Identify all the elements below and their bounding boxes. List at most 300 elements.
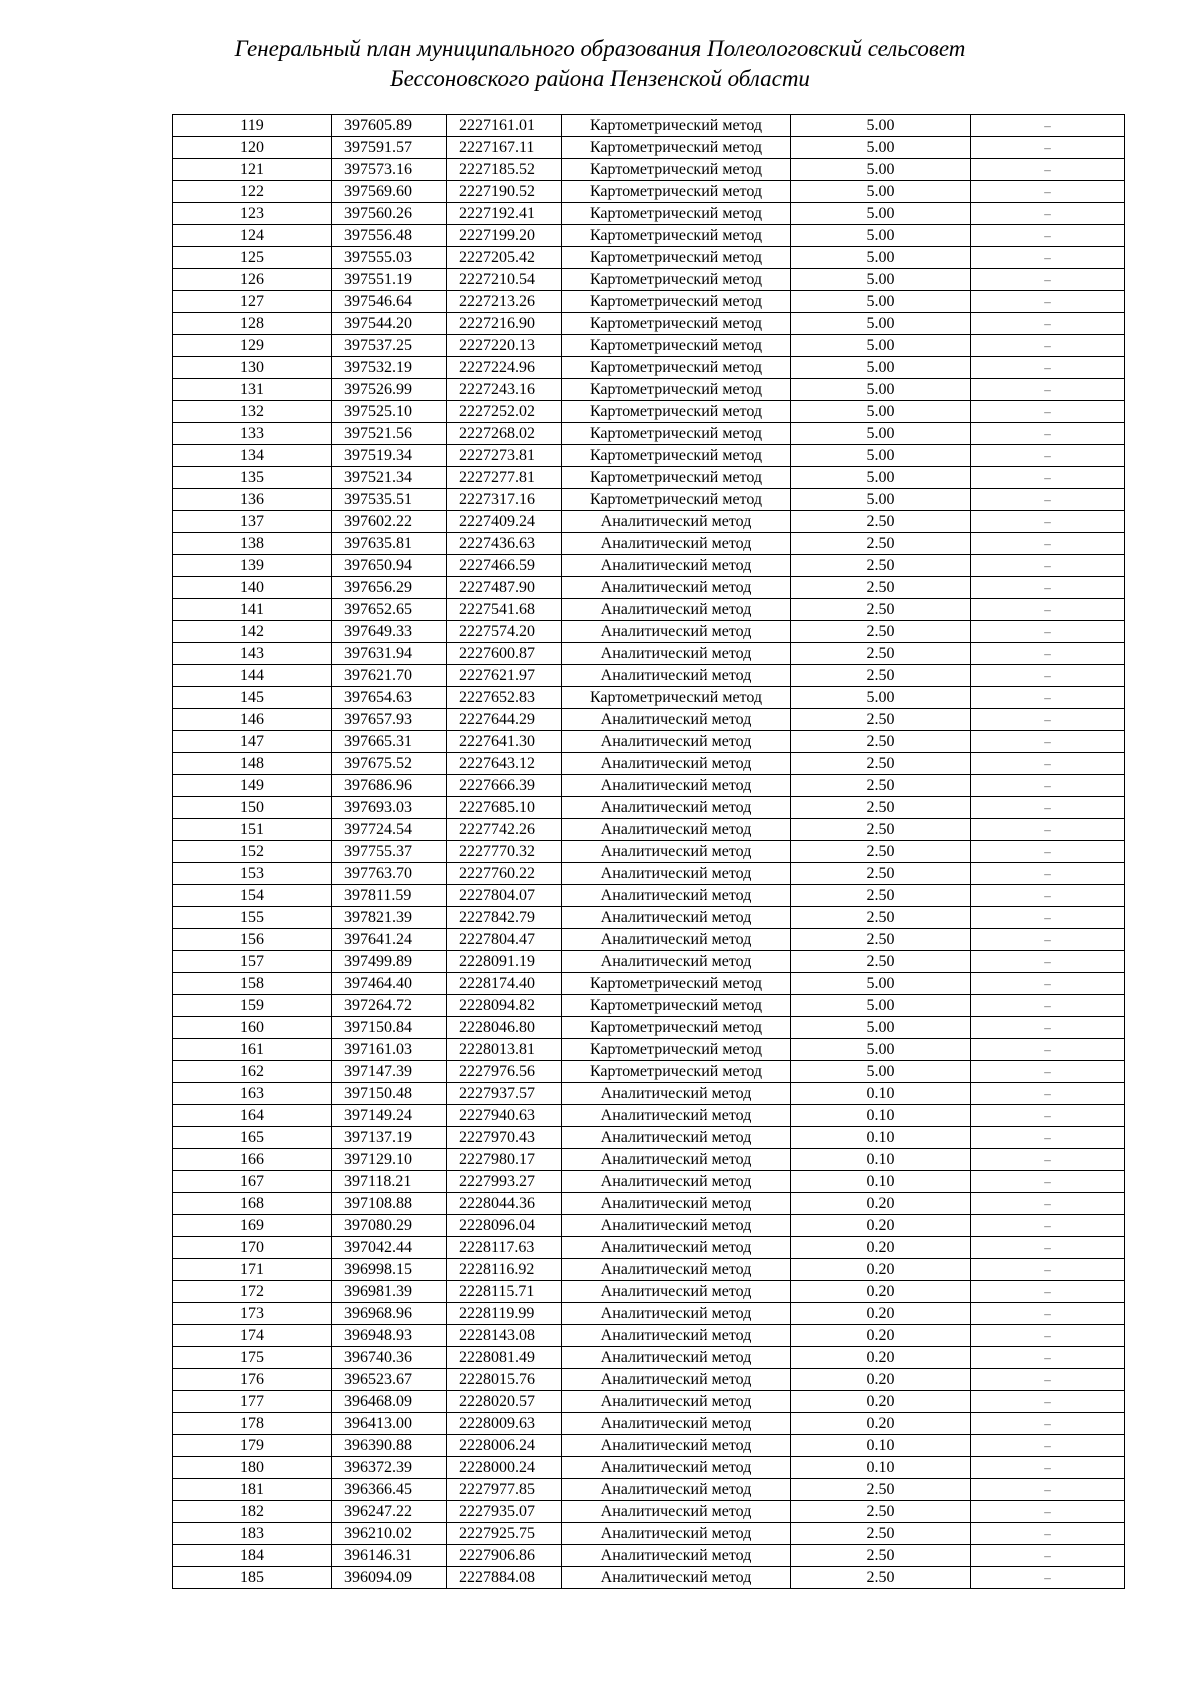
table-row (173, 291, 1125, 313)
dash-cell: – (971, 1083, 1125, 1105)
method-cell: Аналитический метод (562, 907, 791, 929)
y-coordinate-cell: 2227760.22 (447, 863, 562, 885)
x-coordinate-cell: 397464.40 (332, 973, 447, 995)
x-coordinate-cell: 397535.51 (332, 489, 447, 511)
accuracy-cell: 0.20 (791, 1215, 971, 1237)
y-coordinate-cell: 2228117.63 (447, 1237, 562, 1259)
x-coordinate-cell: 396372.39 (332, 1457, 447, 1479)
table-row (173, 1325, 1125, 1347)
dash-cell: – (971, 357, 1125, 379)
accuracy-cell: 5.00 (791, 1017, 971, 1039)
y-coordinate-cell: 2227268.02 (447, 423, 562, 445)
x-coordinate-cell: 397602.22 (332, 511, 447, 533)
y-coordinate-cell: 2227652.83 (447, 687, 562, 709)
accuracy-cell: 0.10 (791, 1171, 971, 1193)
point-number-cell: 125 (173, 247, 332, 269)
point-number-cell: 175 (173, 1347, 332, 1369)
accuracy-cell: 5.00 (791, 489, 971, 511)
x-coordinate-cell: 397657.93 (332, 709, 447, 731)
accuracy-cell: 5.00 (791, 247, 971, 269)
y-coordinate-cell: 2227213.26 (447, 291, 562, 313)
point-number-cell: 151 (173, 819, 332, 841)
table-row (173, 1215, 1125, 1237)
method-cell: Аналитический метод (562, 1171, 791, 1193)
dash-cell: – (971, 159, 1125, 181)
x-coordinate-cell: 396998.15 (332, 1259, 447, 1281)
accuracy-cell: 5.00 (791, 203, 971, 225)
method-cell: Аналитический метод (562, 533, 791, 555)
y-coordinate-cell: 2227804.07 (447, 885, 562, 907)
table-row (173, 203, 1125, 225)
dash-cell: – (971, 467, 1125, 489)
table-row (173, 1391, 1125, 1413)
point-number-cell: 150 (173, 797, 332, 819)
method-cell: Аналитический метод (562, 1501, 791, 1523)
table-row (173, 445, 1125, 467)
point-number-cell: 127 (173, 291, 332, 313)
x-coordinate-cell: 397724.54 (332, 819, 447, 841)
dash-cell: – (971, 1193, 1125, 1215)
point-number-cell: 154 (173, 885, 332, 907)
point-number-cell: 148 (173, 753, 332, 775)
dash-cell: – (971, 335, 1125, 357)
accuracy-cell: 2.50 (791, 1479, 971, 1501)
point-number-cell: 169 (173, 1215, 332, 1237)
y-coordinate-cell: 2228009.63 (447, 1413, 562, 1435)
dash-cell: – (971, 1061, 1125, 1083)
accuracy-cell: 0.20 (791, 1369, 971, 1391)
x-coordinate-cell: 397621.70 (332, 665, 447, 687)
y-coordinate-cell: 2228046.80 (447, 1017, 562, 1039)
y-coordinate-cell: 2228000.24 (447, 1457, 562, 1479)
dash-cell: – (971, 1413, 1125, 1435)
y-coordinate-cell: 2227161.01 (447, 115, 562, 137)
y-coordinate-cell: 2227541.68 (447, 599, 562, 621)
x-coordinate-cell: 396094.09 (332, 1567, 447, 1589)
dash-cell: – (971, 709, 1125, 731)
table-row (173, 951, 1125, 973)
x-coordinate-cell: 397569.60 (332, 181, 447, 203)
method-cell: Картометрический метод (562, 137, 791, 159)
x-coordinate-cell: 397654.63 (332, 687, 447, 709)
accuracy-cell: 2.50 (791, 1545, 971, 1567)
accuracy-cell: 2.50 (791, 731, 971, 753)
table-row (173, 1149, 1125, 1171)
x-coordinate-cell: 397763.70 (332, 863, 447, 885)
y-coordinate-cell: 2227685.10 (447, 797, 562, 819)
x-coordinate-cell: 397573.16 (332, 159, 447, 181)
x-coordinate-cell: 397544.20 (332, 313, 447, 335)
method-cell: Аналитический метод (562, 555, 791, 577)
point-number-cell: 160 (173, 1017, 332, 1039)
point-number-cell: 177 (173, 1391, 332, 1413)
dash-cell: – (971, 1127, 1125, 1149)
y-coordinate-cell: 2227243.16 (447, 379, 562, 401)
table-row (173, 1369, 1125, 1391)
accuracy-cell: 5.00 (791, 115, 971, 137)
point-number-cell: 142 (173, 621, 332, 643)
dash-cell: – (971, 423, 1125, 445)
accuracy-cell: 0.20 (791, 1193, 971, 1215)
point-number-cell: 140 (173, 577, 332, 599)
point-number-cell: 162 (173, 1061, 332, 1083)
x-coordinate-cell: 397546.64 (332, 291, 447, 313)
y-coordinate-cell: 2228044.36 (447, 1193, 562, 1215)
point-number-cell: 141 (173, 599, 332, 621)
y-coordinate-cell: 2227980.17 (447, 1149, 562, 1171)
point-number-cell: 178 (173, 1413, 332, 1435)
table-row (173, 643, 1125, 665)
dash-cell: – (971, 1347, 1125, 1369)
y-coordinate-cell: 2227977.85 (447, 1479, 562, 1501)
point-number-cell: 121 (173, 159, 332, 181)
accuracy-cell: 5.00 (791, 313, 971, 335)
table-row (173, 907, 1125, 929)
y-coordinate-cell: 2228006.24 (447, 1435, 562, 1457)
table-row (173, 995, 1125, 1017)
accuracy-cell: 2.50 (791, 951, 971, 973)
table-row (173, 973, 1125, 995)
table-row (173, 621, 1125, 643)
accuracy-cell: 2.50 (791, 841, 971, 863)
point-number-cell: 171 (173, 1259, 332, 1281)
method-cell: Аналитический метод (562, 709, 791, 731)
accuracy-cell: 0.20 (791, 1325, 971, 1347)
accuracy-cell: 5.00 (791, 445, 971, 467)
x-coordinate-cell: 396523.67 (332, 1369, 447, 1391)
y-coordinate-cell: 2227487.90 (447, 577, 562, 599)
x-coordinate-cell: 397556.48 (332, 225, 447, 247)
accuracy-cell: 2.50 (791, 929, 971, 951)
x-coordinate-cell: 397521.34 (332, 467, 447, 489)
table-row (173, 775, 1125, 797)
point-number-cell: 172 (173, 1281, 332, 1303)
x-coordinate-cell: 397591.57 (332, 137, 447, 159)
accuracy-cell: 0.10 (791, 1083, 971, 1105)
table-row (173, 401, 1125, 423)
method-cell: Аналитический метод (562, 665, 791, 687)
accuracy-cell: 2.50 (791, 775, 971, 797)
table-row (173, 137, 1125, 159)
x-coordinate-cell: 397108.88 (332, 1193, 447, 1215)
accuracy-cell: 2.50 (791, 863, 971, 885)
accuracy-cell: 5.00 (791, 225, 971, 247)
point-number-cell: 170 (173, 1237, 332, 1259)
method-cell: Аналитический метод (562, 731, 791, 753)
accuracy-cell: 0.20 (791, 1303, 971, 1325)
y-coordinate-cell: 2227742.26 (447, 819, 562, 841)
method-cell: Аналитический метод (562, 1193, 791, 1215)
method-cell: Картометрический метод (562, 489, 791, 511)
method-cell: Картометрический метод (562, 995, 791, 1017)
x-coordinate-cell: 397652.65 (332, 599, 447, 621)
method-cell: Аналитический метод (562, 1391, 791, 1413)
x-coordinate-cell: 397537.25 (332, 335, 447, 357)
point-number-cell: 161 (173, 1039, 332, 1061)
table-row (173, 489, 1125, 511)
x-coordinate-cell: 397499.89 (332, 951, 447, 973)
table-row (173, 181, 1125, 203)
table-row (173, 1237, 1125, 1259)
x-coordinate-cell: 397656.29 (332, 577, 447, 599)
accuracy-cell: 0.10 (791, 1149, 971, 1171)
y-coordinate-cell: 2227770.32 (447, 841, 562, 863)
method-cell: Аналитический метод (562, 577, 791, 599)
accuracy-cell: 2.50 (791, 1523, 971, 1545)
table-row (173, 797, 1125, 819)
point-number-cell: 164 (173, 1105, 332, 1127)
method-cell: Аналитический метод (562, 775, 791, 797)
dash-cell: – (971, 621, 1125, 643)
dash-cell: – (971, 1369, 1125, 1391)
y-coordinate-cell: 2227906.86 (447, 1545, 562, 1567)
method-cell: Аналитический метод (562, 863, 791, 885)
x-coordinate-cell: 397161.03 (332, 1039, 447, 1061)
dash-cell: – (971, 643, 1125, 665)
method-cell: Аналитический метод (562, 1259, 791, 1281)
y-coordinate-cell: 2228013.81 (447, 1039, 562, 1061)
x-coordinate-cell: 397150.48 (332, 1083, 447, 1105)
accuracy-cell: 0.20 (791, 1281, 971, 1303)
method-cell: Аналитический метод (562, 819, 791, 841)
x-coordinate-cell: 396366.45 (332, 1479, 447, 1501)
x-coordinate-cell: 397129.10 (332, 1149, 447, 1171)
dash-cell: – (971, 951, 1125, 973)
table-row (173, 313, 1125, 335)
method-cell: Аналитический метод (562, 1479, 791, 1501)
accuracy-cell: 2.50 (791, 819, 971, 841)
method-cell: Картометрический метод (562, 335, 791, 357)
point-number-cell: 176 (173, 1369, 332, 1391)
dash-cell: – (971, 885, 1125, 907)
y-coordinate-cell: 2227466.59 (447, 555, 562, 577)
accuracy-cell: 2.50 (791, 511, 971, 533)
x-coordinate-cell: 397605.89 (332, 115, 447, 137)
dash-cell: – (971, 665, 1125, 687)
x-coordinate-cell: 396968.96 (332, 1303, 447, 1325)
table-row (173, 1105, 1125, 1127)
x-coordinate-cell: 397042.44 (332, 1237, 447, 1259)
point-number-cell: 153 (173, 863, 332, 885)
y-coordinate-cell: 2227970.43 (447, 1127, 562, 1149)
table-row (173, 1259, 1125, 1281)
y-coordinate-cell: 2227935.07 (447, 1501, 562, 1523)
method-cell: Аналитический метод (562, 1325, 791, 1347)
y-coordinate-cell: 2227976.56 (447, 1061, 562, 1083)
accuracy-cell: 5.00 (791, 137, 971, 159)
x-coordinate-cell: 397080.29 (332, 1215, 447, 1237)
point-number-cell: 156 (173, 929, 332, 951)
dash-cell: – (971, 973, 1125, 995)
y-coordinate-cell: 2227644.29 (447, 709, 562, 731)
table-row (173, 709, 1125, 731)
x-coordinate-cell: 396468.09 (332, 1391, 447, 1413)
table-row (173, 379, 1125, 401)
point-number-cell: 163 (173, 1083, 332, 1105)
method-cell: Картометрический метод (562, 1061, 791, 1083)
y-coordinate-cell: 2228119.99 (447, 1303, 562, 1325)
y-coordinate-cell: 2227220.13 (447, 335, 562, 357)
table-row (173, 1567, 1125, 1589)
table-row (173, 533, 1125, 555)
y-coordinate-cell: 2227436.63 (447, 533, 562, 555)
table-row (173, 225, 1125, 247)
dash-cell: – (971, 1171, 1125, 1193)
y-coordinate-cell: 2228015.76 (447, 1369, 562, 1391)
table-row (173, 467, 1125, 489)
y-coordinate-cell: 2227842.79 (447, 907, 562, 929)
table-row (173, 841, 1125, 863)
y-coordinate-cell: 2227224.96 (447, 357, 562, 379)
point-number-cell: 179 (173, 1435, 332, 1457)
method-cell: Картометрический метод (562, 687, 791, 709)
accuracy-cell: 2.50 (791, 753, 971, 775)
point-number-cell: 167 (173, 1171, 332, 1193)
method-cell: Аналитический метод (562, 753, 791, 775)
method-cell: Картометрический метод (562, 423, 791, 445)
x-coordinate-cell: 397650.94 (332, 555, 447, 577)
y-coordinate-cell: 2227993.27 (447, 1171, 562, 1193)
accuracy-cell: 2.50 (791, 577, 971, 599)
point-number-cell: 183 (173, 1523, 332, 1545)
dash-cell: – (971, 599, 1125, 621)
y-coordinate-cell: 2227190.52 (447, 181, 562, 203)
point-number-cell: 124 (173, 225, 332, 247)
table-row (173, 1501, 1125, 1523)
point-number-cell: 122 (173, 181, 332, 203)
table-row (173, 1171, 1125, 1193)
method-cell: Аналитический метод (562, 1369, 791, 1391)
table-row (173, 1127, 1125, 1149)
header-line-1: Генеральный план муниципального образования Полеологовский сельсовет (234, 36, 966, 61)
point-number-cell: 157 (173, 951, 332, 973)
x-coordinate-cell: 397137.19 (332, 1127, 447, 1149)
dash-cell: – (971, 929, 1125, 951)
dash-cell: – (971, 1149, 1125, 1171)
point-number-cell: 180 (173, 1457, 332, 1479)
accuracy-cell: 5.00 (791, 973, 971, 995)
point-number-cell: 174 (173, 1325, 332, 1347)
dash-cell: – (971, 1105, 1125, 1127)
dash-cell: – (971, 863, 1125, 885)
point-number-cell: 133 (173, 423, 332, 445)
method-cell: Аналитический метод (562, 885, 791, 907)
dash-cell: – (971, 687, 1125, 709)
accuracy-cell: 2.50 (791, 643, 971, 665)
table-row (173, 423, 1125, 445)
method-cell: Аналитический метод (562, 511, 791, 533)
table-row (173, 1523, 1125, 1545)
dash-cell: – (971, 1039, 1125, 1061)
y-coordinate-cell: 2227666.39 (447, 775, 562, 797)
table-row (173, 687, 1125, 709)
method-cell: Аналитический метод (562, 1281, 791, 1303)
method-cell: Картометрический метод (562, 973, 791, 995)
method-cell: Аналитический метод (562, 1457, 791, 1479)
dash-cell: – (971, 1523, 1125, 1545)
table-row (173, 269, 1125, 291)
table-row (173, 599, 1125, 621)
x-coordinate-cell: 397641.24 (332, 929, 447, 951)
method-cell: Аналитический метод (562, 1545, 791, 1567)
accuracy-cell: 0.10 (791, 1127, 971, 1149)
y-coordinate-cell: 2227216.90 (447, 313, 562, 335)
method-cell: Картометрический метод (562, 225, 791, 247)
table-row (173, 335, 1125, 357)
method-cell: Аналитический метод (562, 797, 791, 819)
method-cell: Аналитический метод (562, 621, 791, 643)
method-cell: Аналитический метод (562, 841, 791, 863)
table-row (173, 115, 1125, 137)
y-coordinate-cell: 2228020.57 (447, 1391, 562, 1413)
accuracy-cell: 2.50 (791, 665, 971, 687)
y-coordinate-cell: 2227273.81 (447, 445, 562, 467)
table-row (173, 1435, 1125, 1457)
x-coordinate-cell: 397118.21 (332, 1171, 447, 1193)
dash-cell: – (971, 1457, 1125, 1479)
method-cell: Аналитический метод (562, 929, 791, 951)
point-number-cell: 137 (173, 511, 332, 533)
accuracy-cell: 0.10 (791, 1105, 971, 1127)
method-cell: Картометрический метод (562, 291, 791, 313)
dash-cell: – (971, 995, 1125, 1017)
table-row (173, 753, 1125, 775)
table-row (173, 577, 1125, 599)
dash-cell: – (971, 1325, 1125, 1347)
point-number-cell: 155 (173, 907, 332, 929)
point-number-cell: 166 (173, 1149, 332, 1171)
table-row (173, 885, 1125, 907)
dash-cell: – (971, 445, 1125, 467)
y-coordinate-cell: 2227925.75 (447, 1523, 562, 1545)
dash-cell: – (971, 1303, 1125, 1325)
dash-cell: – (971, 1237, 1125, 1259)
accuracy-cell: 2.50 (791, 1501, 971, 1523)
method-cell: Аналитический метод (562, 1105, 791, 1127)
y-coordinate-cell: 2227621.97 (447, 665, 562, 687)
point-number-cell: 119 (173, 115, 332, 137)
method-cell: Картометрический метод (562, 379, 791, 401)
point-number-cell: 123 (173, 203, 332, 225)
method-cell: Картометрический метод (562, 467, 791, 489)
method-cell: Аналитический метод (562, 1567, 791, 1589)
accuracy-cell: 5.00 (791, 401, 971, 423)
dash-cell: – (971, 511, 1125, 533)
accuracy-cell: 5.00 (791, 335, 971, 357)
dash-cell: – (971, 1259, 1125, 1281)
accuracy-cell: 0.10 (791, 1457, 971, 1479)
point-number-cell: 128 (173, 313, 332, 335)
y-coordinate-cell: 2227205.42 (447, 247, 562, 269)
y-coordinate-cell: 2227210.54 (447, 269, 562, 291)
y-coordinate-cell: 2227252.02 (447, 401, 562, 423)
point-number-cell: 145 (173, 687, 332, 709)
y-coordinate-cell: 2227409.24 (447, 511, 562, 533)
dash-cell: – (971, 247, 1125, 269)
method-cell: Аналитический метод (562, 1237, 791, 1259)
coordinates-table (172, 114, 1125, 1589)
accuracy-cell: 5.00 (791, 467, 971, 489)
x-coordinate-cell: 397551.19 (332, 269, 447, 291)
dash-cell: – (971, 225, 1125, 247)
x-coordinate-cell: 397525.10 (332, 401, 447, 423)
table-row (173, 929, 1125, 951)
x-coordinate-cell: 397521.56 (332, 423, 447, 445)
accuracy-cell: 0.20 (791, 1237, 971, 1259)
accuracy-cell: 2.50 (791, 709, 971, 731)
method-cell: Аналитический метод (562, 1127, 791, 1149)
point-number-cell: 138 (173, 533, 332, 555)
